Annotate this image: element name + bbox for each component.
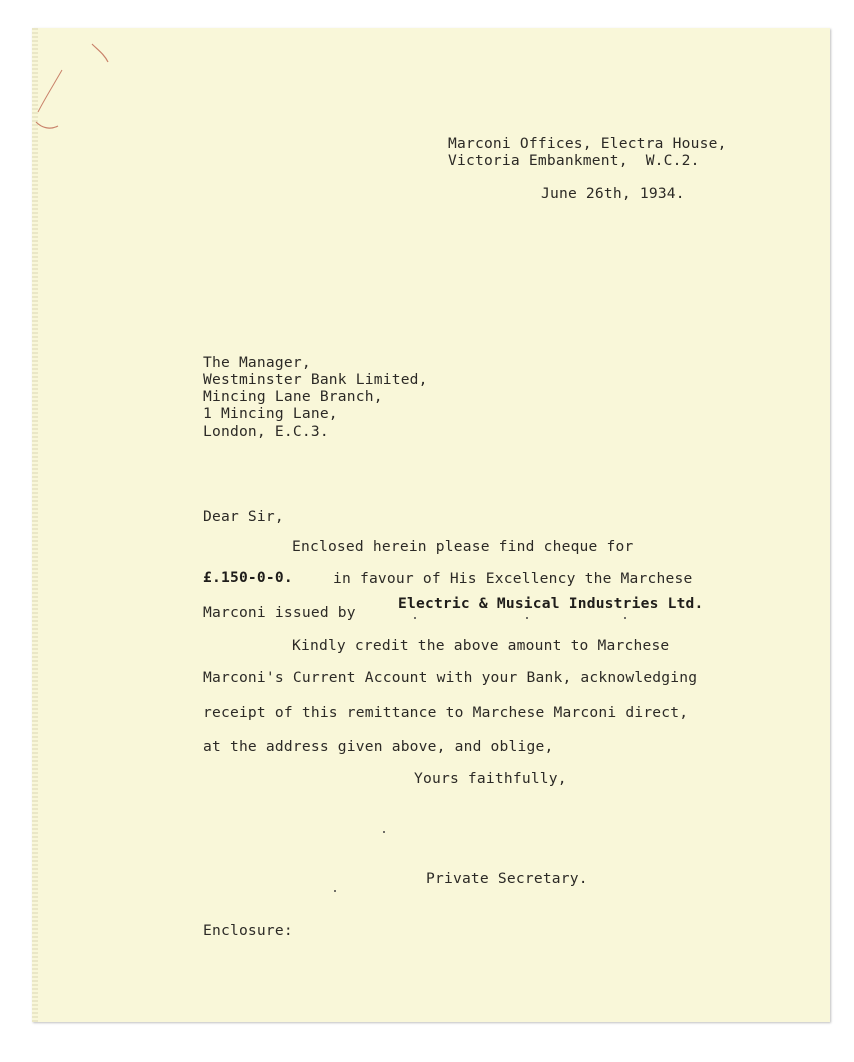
dot-mark	[334, 890, 336, 892]
body-line-2: in favour of His Excellency the Marchese	[333, 570, 693, 587]
recipient-line-3: Mincing Lane Branch,	[203, 388, 383, 405]
body-line-6: receipt of this remittance to Marchese Marconi direct,	[203, 704, 689, 721]
enclosure-note: Enclosure:	[203, 922, 293, 939]
body-line-1: Enclosed herein please find cheque for	[292, 538, 634, 555]
signature-title: Private Secretary.	[426, 870, 588, 887]
dot-mark	[624, 617, 626, 619]
closing: Yours faithfully,	[414, 770, 567, 787]
pencil-mark	[32, 40, 122, 140]
body-line-4: Kindly credit the above amount to Marchese	[292, 637, 670, 654]
salutation: Dear Sir,	[203, 508, 284, 525]
dot-mark	[526, 617, 528, 619]
recipient-line-2: Westminster Bank Limited,	[203, 371, 428, 388]
sender-address-line-2: Victoria Embankment, W.C.2.	[448, 152, 700, 169]
recipient-line-4: 1 Mincing Lane,	[203, 405, 338, 422]
sender-address-line-1: Marconi Offices, Electra House,	[448, 135, 727, 152]
recipient-line-1: The Manager,	[203, 354, 311, 371]
letter-date: June 26th, 1934.	[541, 185, 685, 202]
dot-mark	[414, 617, 416, 619]
company-name: Electric & Musical Industries Ltd.	[398, 595, 704, 612]
recipient-line-5: London, E.C.3.	[203, 423, 329, 440]
paper-edge	[32, 28, 38, 1022]
body-line-3: Marconi issued by	[203, 604, 356, 621]
body-line-5: Marconi's Current Account with your Bank, acknowledging	[203, 669, 698, 686]
cheque-amount: £.150-0-0.	[203, 569, 293, 586]
body-line-7: at the address given above, and oblige,	[203, 738, 554, 755]
dot-mark	[383, 831, 385, 833]
